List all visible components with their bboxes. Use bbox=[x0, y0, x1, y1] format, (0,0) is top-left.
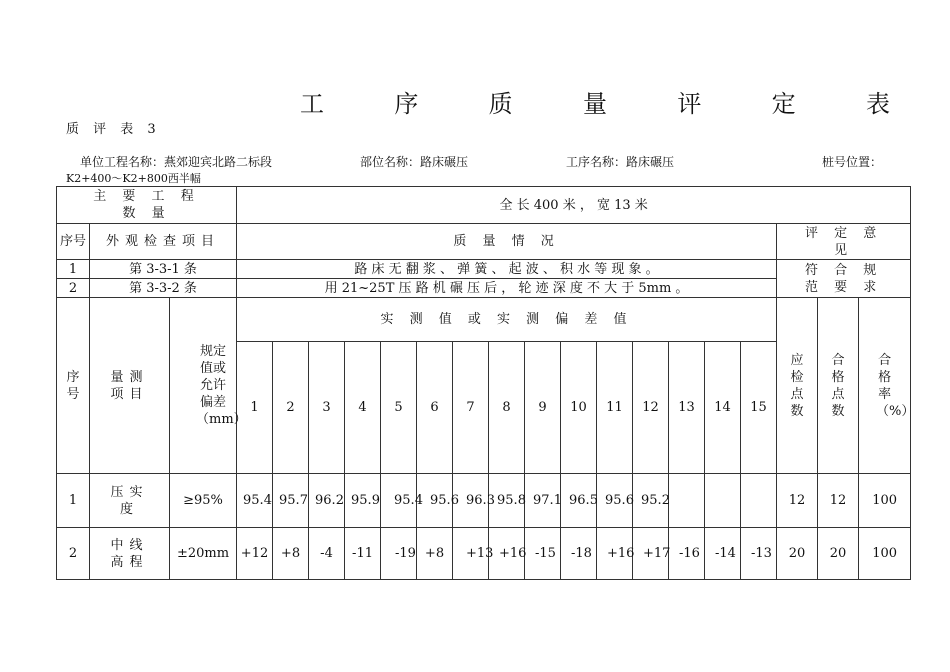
measure-col-no: 序号 bbox=[57, 298, 90, 474]
measure-col-rate: 合格率（%） bbox=[859, 298, 911, 474]
point-number: 3 bbox=[309, 342, 345, 474]
quantities-value: 全 长 400 米 ， 宽 13 米 bbox=[237, 187, 911, 224]
page-title bbox=[300, 84, 890, 119]
quantities-row bbox=[57, 187, 911, 224]
measure-col-pass: 合格点数 bbox=[818, 298, 859, 474]
appearance-row-no: 2 bbox=[57, 279, 90, 298]
title-char: 表 bbox=[865, 90, 890, 118]
measured-value: 95.6 bbox=[597, 474, 633, 528]
measured-value: 95.4 bbox=[381, 474, 417, 528]
appearance-row-item: 第 3-3-1 条 bbox=[90, 260, 237, 279]
title-char: 定 bbox=[771, 90, 796, 118]
appearance-col-eval: 评 定 意 见 bbox=[777, 224, 911, 260]
measure-row-spec: ≥95% bbox=[170, 474, 237, 528]
measured-value: 96.5 bbox=[561, 474, 597, 528]
measured-value: -14 bbox=[705, 528, 741, 580]
process-name: 工序名称：路床碾压 bbox=[566, 155, 675, 169]
appearance-header bbox=[57, 224, 911, 260]
form-number: 质 评 表 3 bbox=[66, 122, 161, 137]
point-number: 1 bbox=[237, 342, 273, 474]
measure-col-item: 量测项目 bbox=[90, 298, 170, 474]
point-number: 12 bbox=[633, 342, 669, 474]
point-number: 6 bbox=[417, 342, 453, 474]
measure-row-no: 1 bbox=[57, 474, 90, 528]
measured-value: 95.4 bbox=[237, 474, 273, 528]
title-char: 量 bbox=[582, 90, 607, 118]
appearance-eval: 符 合 规 范 要 求 bbox=[777, 260, 911, 298]
measured-value: 96.2 bbox=[309, 474, 345, 528]
measured-value: +17 bbox=[633, 528, 669, 580]
point-number: 10 bbox=[561, 342, 597, 474]
measured-value: 97.1 bbox=[525, 474, 561, 528]
measured-value: 95.6 bbox=[417, 474, 453, 528]
measured-value: +16 bbox=[489, 528, 525, 580]
title-char: 评 bbox=[677, 90, 702, 118]
part-name: 部位名称：路床碾压 bbox=[360, 155, 469, 169]
measured-value: +16 bbox=[597, 528, 633, 580]
measure-row-pass: 12 bbox=[818, 474, 859, 528]
measure-col-values: 实 测 值 或 实 测 偏 差 值 bbox=[237, 298, 777, 342]
unit-project-name: 单位工程名称：燕郊迎宾北路二标段 bbox=[80, 155, 273, 169]
point-number: 2 bbox=[273, 342, 309, 474]
measured-value: 95.8 bbox=[489, 474, 525, 528]
appearance-col-no: 序号 bbox=[57, 224, 90, 260]
appearance-col-item: 外观检查项目 bbox=[90, 224, 237, 260]
measured-value bbox=[741, 474, 777, 528]
point-number: 4 bbox=[345, 342, 381, 474]
title-char: 序 bbox=[394, 90, 419, 118]
measure-row-no: 2 bbox=[57, 528, 90, 580]
point-number: 11 bbox=[597, 342, 633, 474]
measured-value: 96.3 bbox=[453, 474, 489, 528]
measure-row bbox=[57, 474, 911, 528]
point-number: 9 bbox=[525, 342, 561, 474]
measure-row-spec: ±20mm bbox=[170, 528, 237, 580]
appearance-row-desc: 路 床 无 翻 浆 、 弹 簧 、 起 波 、 积 水 等 现 象 。 bbox=[237, 260, 777, 279]
measured-value: -19 bbox=[381, 528, 417, 580]
measure-row-item: 压实度 bbox=[90, 474, 170, 528]
measure-row-should: 12 bbox=[777, 474, 818, 528]
measured-value: 95.7 bbox=[273, 474, 309, 528]
measured-value: -18 bbox=[561, 528, 597, 580]
appearance-row-desc: 用 21~25T 压 路 机 碾 压 后 ， 轮 迹 深 度 不 大 于 5mm 。 bbox=[237, 279, 777, 298]
appearance-row bbox=[57, 260, 911, 279]
measured-value bbox=[669, 474, 705, 528]
measured-value bbox=[705, 474, 741, 528]
title-char: 质 bbox=[488, 90, 513, 118]
measure-row-pass: 20 bbox=[818, 528, 859, 580]
measure-col-spec: 规定值或允许偏差（mm） bbox=[170, 298, 237, 474]
measured-value: +13 bbox=[453, 528, 489, 580]
quantities-label: 主 要 工 程 数 量 bbox=[57, 187, 237, 224]
measured-value: -15 bbox=[525, 528, 561, 580]
measured-value: -4 bbox=[309, 528, 345, 580]
measure-row-rate: 100 bbox=[859, 474, 911, 528]
measured-value: +8 bbox=[273, 528, 309, 580]
point-number: 7 bbox=[453, 342, 489, 474]
appearance-row-no: 1 bbox=[57, 260, 90, 279]
quality-table bbox=[56, 186, 915, 580]
station-value: K2+400～K2+800西半幅 bbox=[66, 172, 201, 185]
measure-row-item: 中线高程 bbox=[90, 528, 170, 580]
appearance-col-quality: 质 量 情 况 bbox=[237, 224, 777, 260]
measured-value: 95.9 bbox=[345, 474, 381, 528]
measure-row bbox=[57, 528, 911, 580]
measure-col-should: 应检点数 bbox=[777, 298, 818, 474]
measure-row-should: 20 bbox=[777, 528, 818, 580]
measured-value: -16 bbox=[669, 528, 705, 580]
measured-value: -13 bbox=[741, 528, 777, 580]
station-label: 桩号位置： bbox=[822, 155, 883, 169]
title-char: 工 bbox=[300, 90, 324, 118]
measured-value: +8 bbox=[417, 528, 453, 580]
point-number: 8 bbox=[489, 342, 525, 474]
point-number: 14 bbox=[705, 342, 741, 474]
point-number: 15 bbox=[741, 342, 777, 474]
measured-value: +12 bbox=[237, 528, 273, 580]
point-number: 13 bbox=[669, 342, 705, 474]
measure-row-rate: 100 bbox=[859, 528, 911, 580]
point-number: 5 bbox=[381, 342, 417, 474]
measured-value: -11 bbox=[345, 528, 381, 580]
measured-value: 95.2 bbox=[633, 474, 669, 528]
measure-header bbox=[57, 298, 911, 342]
appearance-row-item: 第 3-3-2 条 bbox=[90, 279, 237, 298]
